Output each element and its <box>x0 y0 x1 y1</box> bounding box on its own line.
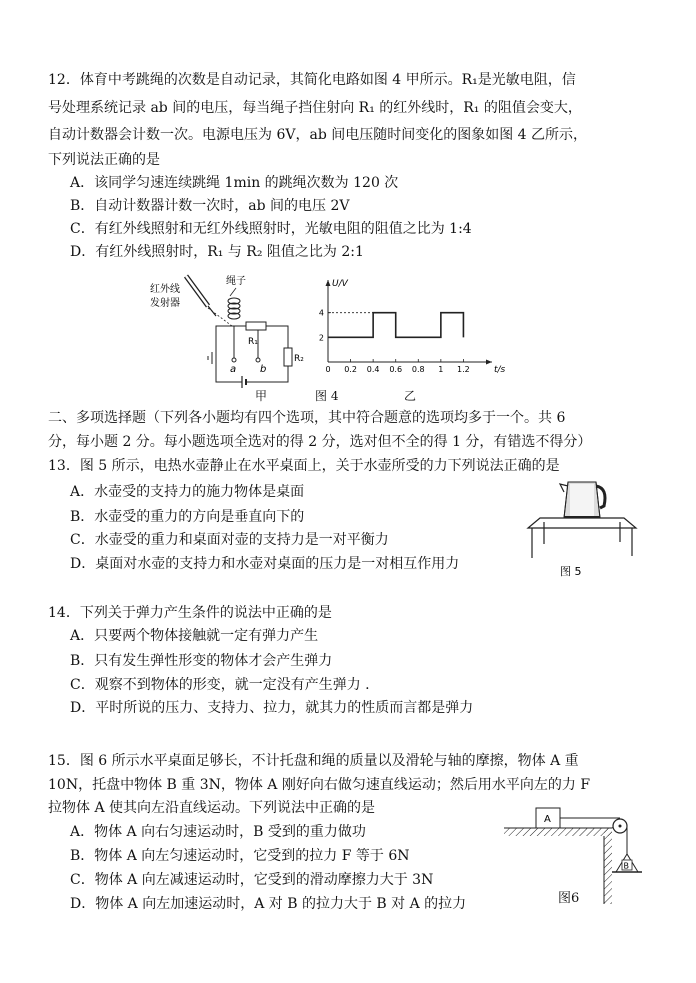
chart-y-arrow <box>326 280 331 286</box>
section2-heading-line-2: 分，每小题 2 分。每小题选项全选对的得 2 分，选对但不全的得 1 分，有错选不得分） <box>48 434 592 450</box>
chart-y-tick-label: 4 <box>318 308 324 318</box>
q14-option-c: C．观察不到物体的形变，就一定没有产生弹力 . <box>70 677 370 693</box>
fig4-caption: 图 4 <box>315 389 339 403</box>
chart-x-tick-label: 1 <box>438 365 444 374</box>
q13-option-d: D．桌面对水壶的支持力和水壶对桌面的压力是一对相互作用力 <box>70 556 460 572</box>
infrared-emitter <box>186 276 216 316</box>
section2-heading-line-1: 二、多项选择题（下列各小题均有四个选项，其中符合题意的选项均多于一个。共 6 <box>48 410 566 426</box>
q14-option-d: D．平时所说的压力、支持力、拉力，就其力的性质而言都是弹力 <box>70 700 474 716</box>
fig4-yi-label: 乙 <box>404 389 417 403</box>
q13-option-c: C．水壶受的重力和桌面对壶的支持力是一对平衡力 <box>70 532 389 548</box>
r1-label: R₁ <box>248 337 258 347</box>
q15-stem-line-3: 拉物体 A 使其向左沿直线运动。下列说法中正确的是 <box>48 800 376 816</box>
terminal-a-label: a <box>230 364 237 375</box>
q12-stem-line-1: 12．体育中考跳绳的次数是自动记录，其简化电路如图 4 甲所示。R₁是光敏电阻，信 <box>48 72 576 88</box>
kettle-icon <box>560 482 605 521</box>
q15-option-d: D．物体 A 向左加速运动时，A 对 B 的拉力大于 B 对 A 的拉力 <box>70 896 467 912</box>
emitter-label-1: 红外线 <box>150 284 180 295</box>
q12-option-c: C．有红外线照射和无红外线照射时，光敏电阻的阻值之比为 1:4 <box>70 221 472 237</box>
q12-option-a: A．该同学匀速连续跳绳 1min 的跳绳次数为 120 次 <box>70 175 399 191</box>
q13-stem: 13．图 5 所示，电热水壶静止在水平桌面上，关于水壶所受的力下列说法正确的是 <box>48 458 560 474</box>
block-a-label: A <box>544 814 551 825</box>
q15-option-a: A．物体 A 向右匀速运动时，B 受到的重力做功 <box>70 824 366 840</box>
q12-stem-line-3: 自动计数器会计数一次。电源电压为 6V，ab 间电压随时间变化的图象如图 4 乙所示， <box>48 127 588 143</box>
q15-option-c: C．物体 A 向左减速运动时，它受到的滑动摩擦力大于 3N <box>70 872 434 888</box>
fig5-kettle-table <box>524 478 640 582</box>
chart-y-axis-label: U/V <box>332 279 348 289</box>
chart-x-tick-label: 1.2 <box>457 365 470 374</box>
q12-option-b: B．自动计数器计数一次时，ab 间的电压 2V <box>70 198 350 214</box>
fig5-caption: 图 5 <box>560 565 582 578</box>
q15-stem-line-2: 10N，托盘中物体 B 重 3N，物体 A 刚好向右做匀速直线运动；然后用水平向左的力 F <box>48 777 591 793</box>
chart-y-tick-label: 2 <box>318 333 324 343</box>
q15-stem-line-1: 15．图 6 所示水平桌面足够长，不计托盘和绳的质量以及滑轮与轴的摩擦，物体 A 重 <box>48 753 579 769</box>
q12-stem-line-4: 下列说法正确的是 <box>48 152 160 168</box>
chart-x-tick-label: 0.4 <box>366 365 380 374</box>
chart-x-tick-label: 0.6 <box>389 365 403 374</box>
terminal-b-label: b <box>260 364 267 375</box>
chart-x-tick-label: 0.2 <box>344 365 357 374</box>
terminal-a <box>232 358 236 362</box>
q13-option-a: A．水壶受的支持力的施力物体是桌面 <box>70 484 305 500</box>
chart-x-arrow <box>486 360 492 365</box>
r1-resistor <box>246 322 266 330</box>
table-surface <box>504 828 612 836</box>
block-b-label: B <box>623 861 629 871</box>
fig4-circuit <box>148 268 308 400</box>
q13-option-b: B．水壶受的重力的方向是垂直向下的 <box>70 509 305 525</box>
rope-coil <box>228 298 240 319</box>
fig4-voltage-chart <box>306 278 506 386</box>
emitter-label-2: 发射器 <box>150 298 180 309</box>
terminal-b <box>256 358 260 362</box>
q12-stem-line-2: 号处理系统记录 ab 间的电压，每当绳子挡住射向 R₁ 的红外线时，R₁ 的阻值会变大， <box>48 100 582 116</box>
fig4-jia-label: 甲 <box>255 389 268 403</box>
rope-label: 绳子 <box>226 276 246 287</box>
q14-stem: 14．下列关于弹力产生条件的说法中正确的是 <box>48 605 332 621</box>
r2-label: R₂ <box>294 354 304 364</box>
chart-x-axis-label: t/s <box>494 365 506 375</box>
q12-option-d: D．有红外线照射时，R₁ 与 R₂ 阻值之比为 2:1 <box>70 244 364 260</box>
q14-option-b: B．只有发生弹性形变的物体才会产生弹力 <box>70 653 333 669</box>
fig6-caption: 图6 <box>558 891 580 906</box>
r2-resistor <box>284 348 292 366</box>
q15-option-b: B．物体 A 向左匀速运动时，它受到的拉力 F 等于 6N <box>70 848 410 864</box>
q14-option-a: A．只要两个物体接触就一定有弹力产生 <box>70 628 319 644</box>
table-icon <box>528 518 636 558</box>
chart-x-tick-label: 0.8 <box>411 365 425 374</box>
chart-x-tick-label: 0 <box>325 365 331 374</box>
chart-series-voltage <box>328 313 463 338</box>
